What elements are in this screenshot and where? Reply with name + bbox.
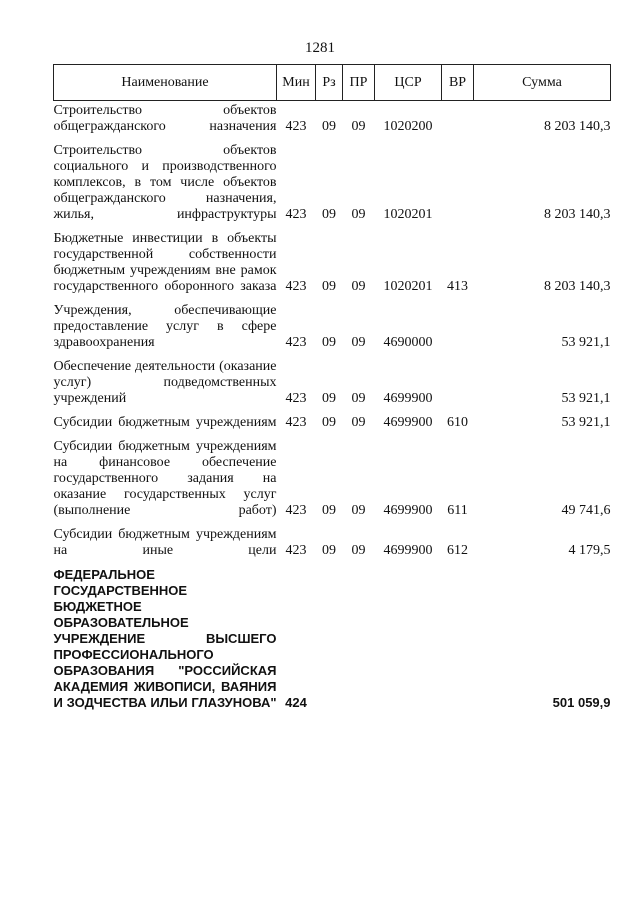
- row-vr: [442, 101, 474, 142]
- table-header-row: [54, 65, 611, 101]
- table-row: [54, 525, 611, 565]
- header-min: Мин: [277, 65, 316, 101]
- table-row: [54, 413, 611, 437]
- row-rz: 09: [322, 207, 336, 222]
- row-vr: 612: [447, 543, 468, 558]
- row-pr: 09: [351, 335, 366, 350]
- row-rz: 09: [322, 415, 336, 430]
- row-vr: 610: [447, 415, 468, 430]
- row-rz: 09: [322, 543, 336, 558]
- table-row: [54, 437, 611, 525]
- budget-table: [53, 64, 611, 717]
- row-csr: 1020201: [383, 279, 433, 294]
- row-pr: 09: [351, 207, 366, 222]
- row-sum: 8 203 140,3: [544, 119, 611, 134]
- row-csr: 1020201: [383, 207, 433, 222]
- row-vr: [442, 141, 474, 229]
- header-pr: ПР: [343, 65, 375, 101]
- row-pr: 09: [351, 543, 366, 558]
- institution-sum: 501 059,9: [552, 695, 611, 710]
- row-rz: 09: [322, 335, 336, 350]
- header-vr: ВР: [442, 65, 474, 101]
- header-csr: ЦСР: [375, 65, 442, 101]
- header-sum: Сумма: [474, 65, 611, 101]
- row-name: Учреждения, обеспечивающие предоставление услуг в сфере здравоохранения: [53, 303, 277, 350]
- table-row: [54, 357, 611, 413]
- row-csr: 4699900: [383, 415, 433, 430]
- row-sum: 53 921,1: [561, 391, 611, 406]
- row-vr: [442, 357, 474, 413]
- row-pr: 09: [351, 391, 366, 406]
- table-row: [54, 101, 611, 142]
- row-rz: 09: [322, 119, 336, 134]
- table-row: [54, 301, 611, 357]
- row-min: 423: [285, 279, 307, 294]
- row-sum: 4 179,5: [568, 543, 611, 558]
- row-pr: 09: [351, 415, 366, 430]
- header-name: Наименование: [54, 65, 277, 101]
- row-sum: 53 921,1: [561, 335, 611, 350]
- row-pr: 09: [351, 119, 366, 134]
- row-rz: 09: [322, 391, 336, 406]
- row-sum: 53 921,1: [561, 415, 611, 430]
- row-min: 423: [285, 391, 307, 406]
- table-row: [54, 141, 611, 229]
- row-rz: 09: [322, 279, 336, 294]
- row-min: 423: [285, 503, 307, 518]
- row-min: 423: [285, 335, 307, 350]
- row-min: 423: [285, 119, 307, 134]
- table-row: [54, 229, 611, 301]
- row-name: Субсидии бюджетным учреждениям на иные цели: [53, 527, 277, 558]
- row-csr: 1020200: [383, 119, 433, 134]
- table-row-institution: [54, 565, 611, 717]
- row-csr: 4699900: [383, 391, 433, 406]
- institution-name: ФЕДЕРАЛЬНОЕ ГОСУДАРСТВЕННОЕ БЮДЖЕТНОЕ ОБРАЗОВАТЕЛЬНОЕ УЧРЕЖДЕНИЕ ВЫСШЕГО ПРОФЕССИОНАЛЬНОГО ОБРАЗОВАНИЯ "РОССИЙСКАЯ АКАДЕМИЯ ЖИВОПИСИ, ВАЯНИЯ И ЗОДЧЕСТВА ИЛЬИ ГЛАЗУНОВА": [53, 567, 277, 710]
- row-vr: [442, 301, 474, 357]
- row-csr: 4690000: [383, 335, 433, 350]
- row-rz: 09: [322, 503, 336, 518]
- institution-min: 424: [285, 695, 307, 710]
- row-name: Субсидии бюджетным учреждениям: [53, 415, 277, 430]
- row-csr: 4699900: [383, 543, 433, 558]
- row-min: 423: [285, 543, 307, 558]
- row-min: 423: [285, 415, 307, 430]
- row-vr: 413: [447, 279, 468, 294]
- row-name: Субсидии бюджетным учреждениям на финансовое обеспечение государственного задания на оказание государственных услуг (выполнение работ): [53, 439, 277, 518]
- row-sum: 8 203 140,3: [544, 207, 611, 222]
- row-min: 423: [285, 207, 307, 222]
- row-sum: 8 203 140,3: [544, 279, 611, 294]
- row-csr: 4699900: [383, 503, 433, 518]
- row-name: Строительство объектов социального и производственного комплексов, в том числе объектов общегражданского назначения, жилья, инфраструктуры: [53, 143, 277, 222]
- row-pr: 09: [351, 279, 366, 294]
- row-name: Обеспечение деятельности (оказание услуг) подведомственных учреждений: [53, 359, 277, 406]
- row-name: Бюджетные инвестиции в объекты государственной собственности бюджетным учреждениям вне рамок государственного оборонного заказа: [53, 231, 277, 294]
- row-pr: 09: [351, 503, 366, 518]
- row-name: Строительство объектов общегражданского назначения: [53, 103, 277, 134]
- row-sum: 49 741,6: [561, 503, 611, 518]
- row-vr: 611: [447, 503, 468, 518]
- page-number: 1281: [305, 40, 335, 56]
- header-rz: Рз: [316, 65, 343, 101]
